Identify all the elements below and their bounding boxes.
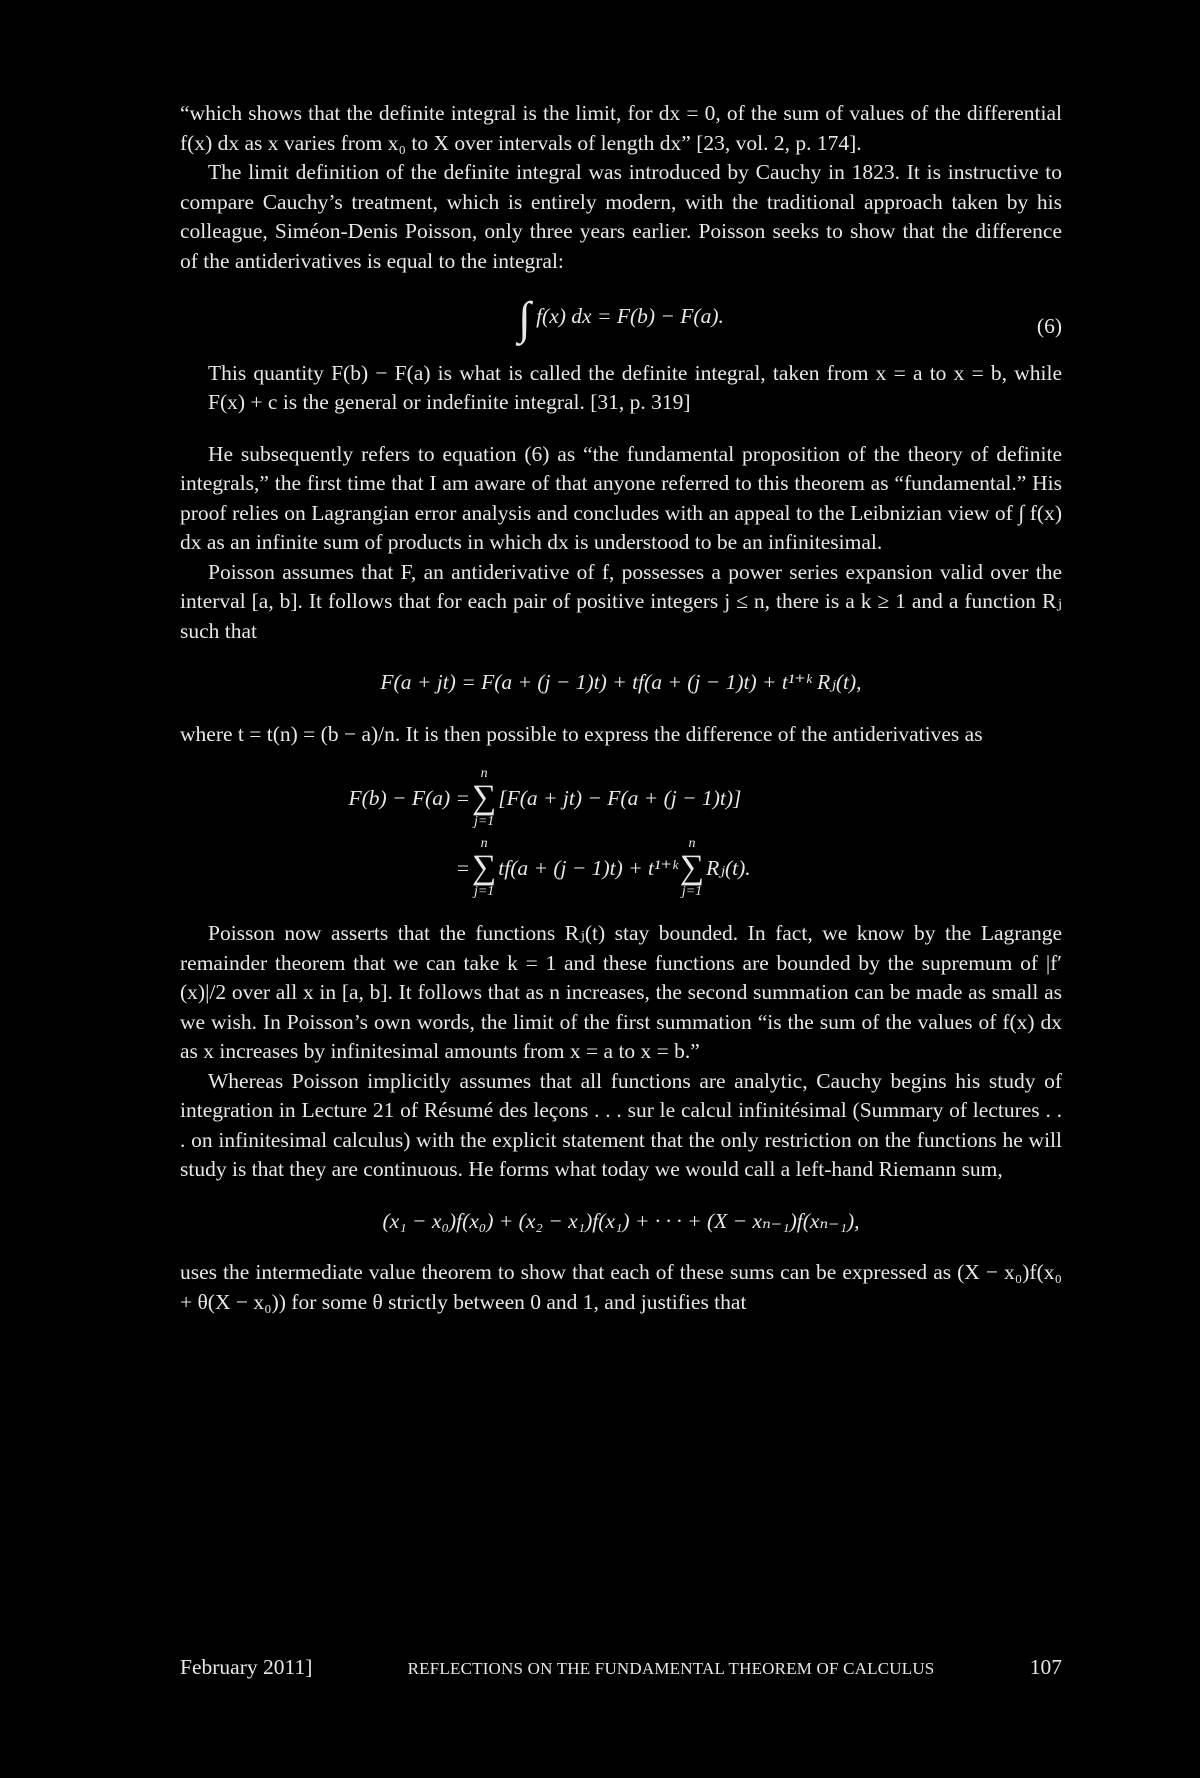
equation-sum-line-2 <box>326 837 1062 899</box>
summation-3 <box>680 837 704 899</box>
paragraph-bounded: Poisson now asserts that the functions Rⱼ(t) stay bounded. In fact, we know by the Lagrange remainder theorem that we can take k = 1 and these functions are bounded by the supremum of |f′(x)|/2 over all x in [a, b]. It follows that as n increases, the second summation can be made as small as we wish. In Poisson’s own words, the limit of the first summation “is the sum of the values of f(x) dx as x increases by infinitesimal amounts from x = a to x = b.” <box>180 921 1062 1064</box>
paragraph-power-series: Poisson assumes that F, an antiderivative of f, possesses a power series expansion valid over the interval [a, b]. It follows that for each pair of positive integers j ≤ n, there is a k ≥ 1 and a function Rⱼ such that <box>180 559 1062 643</box>
sum-line-2-rhs: Rⱼ(t). <box>706 855 751 880</box>
paragraph-cauchy-lectures: Whereas Poisson implicitly assumes that all functions are analytic, Cauchy begins his study of integration in Lecture 21 of Résumé des leçons . . . sur le calcul infinitésimal (Summary of lectures . . . on infinitesimal calculus) with the explicit statement that the only restriction on the functions he will study is that they are continuous. He forms what today we would call a left-hand Riemann sum, <box>180 1068 1062 1182</box>
sum-lower-limit: j=1 <box>473 814 495 830</box>
sum-upper-limit: n <box>480 836 488 852</box>
equation-sum-block <box>180 767 1062 899</box>
paragraph-intermediate-value: uses the intermediate value theorem to show that each of these sums can be expressed as (X − x₀)f(x₀ + θ(X − x₀)) for some θ strictly between 0 and 1, and justifies that <box>180 1260 1062 1314</box>
footer-date: February 2011] <box>180 1655 313 1679</box>
sum-line-2-mid: tf(a + (j − 1)t) + t¹⁺ᵏ <box>498 855 678 880</box>
sum-line-2-lhs: = <box>455 855 470 880</box>
equation-taylor-body: F(a + jt) = F(a + (j − 1)t) + tf(a + (j − 1)t) + t¹⁺ᵏ Rⱼ(t), <box>380 670 862 695</box>
equation-6 <box>180 292 1062 344</box>
equation-riemann-body: (x₁ − x₀)f(x₀) + (x₂ − x₁)f(x₁) + · · · + (X − xₙ₋₁)f(xₙ₋₁), <box>382 1208 860 1233</box>
equation-taylor <box>180 668 1062 698</box>
page-body <box>180 99 1062 1317</box>
sum-lower-limit: j=1 <box>681 884 703 900</box>
sum-line-1-rhs: [F(a + jt) − F(a + (j − 1)t)] <box>498 785 742 810</box>
paragraph-fundamental: He subsequently refers to equation (6) as “the fundamental proposition of the theory of definite integrals,” the first time that I am aware of that anyone referred to this theorem as “fundamental.” His proof relies on Lagrangian error analysis and concludes with an appeal to the Leibnizian view of ∫ f(x) dx as an infinite sum of products in which dx is understood to be an infinitesimal. <box>180 441 1062 555</box>
sum-line-1-lhs: F(b) − F(a) = <box>348 785 470 810</box>
summation-1 <box>472 767 496 829</box>
equation-number: (6) <box>1036 314 1062 338</box>
paragraph-cauchy-poisson: The limit definition of the definite integral was introduced by Cauchy in 1823. It is instructive to compare Cauchy’s treatment, which is entirely modern, with the traditional approach taken by his colleague, Siméon-Denis Poisson, only three years earlier. Poisson seeks to show that the difference of the antiderivatives is equal to the integral: <box>180 160 1062 273</box>
paragraph-quote-continuation: “which shows that the definite integral is the limit, for dx = 0, of the sum of values of the differential f(x) dx as x varies from x₀ to X over intervals of length dx” [23, vol. 2, p. 174]. <box>180 101 1062 155</box>
equation-sum-line-1 <box>326 767 1062 829</box>
sigma-symbol: ∑ <box>472 779 497 817</box>
sum-lower-limit: j=1 <box>473 884 495 900</box>
equation-6-body: f(x) dx = F(b) − F(a). <box>536 304 724 328</box>
page-number: 107 <box>1029 1655 1062 1679</box>
sigma-symbol: ∑ <box>472 849 497 887</box>
sum-upper-limit: n <box>480 766 488 782</box>
summation-2 <box>472 837 496 899</box>
paragraph-where: where t = t(n) = (b − a)/n. It is then possible to express the difference of the antiderivatives as <box>180 721 983 746</box>
integral-sign: ∫ <box>518 292 531 344</box>
sigma-symbol: ∑ <box>679 849 705 887</box>
page-footer <box>180 1653 1062 1684</box>
footer-running-title: REFLECTIONS ON THE FUNDAMENTAL THEOREM OF CALCULUS <box>407 1659 935 1678</box>
sum-upper-limit: n <box>688 836 696 852</box>
equation-riemann-sum <box>180 1207 1062 1237</box>
block-quote: This quantity F(b) − F(a) is what is called the definite integral, taken from x = a to x = b, while F(x) + c is the general or indefinite integral. [31, p. 319] <box>208 360 1062 415</box>
